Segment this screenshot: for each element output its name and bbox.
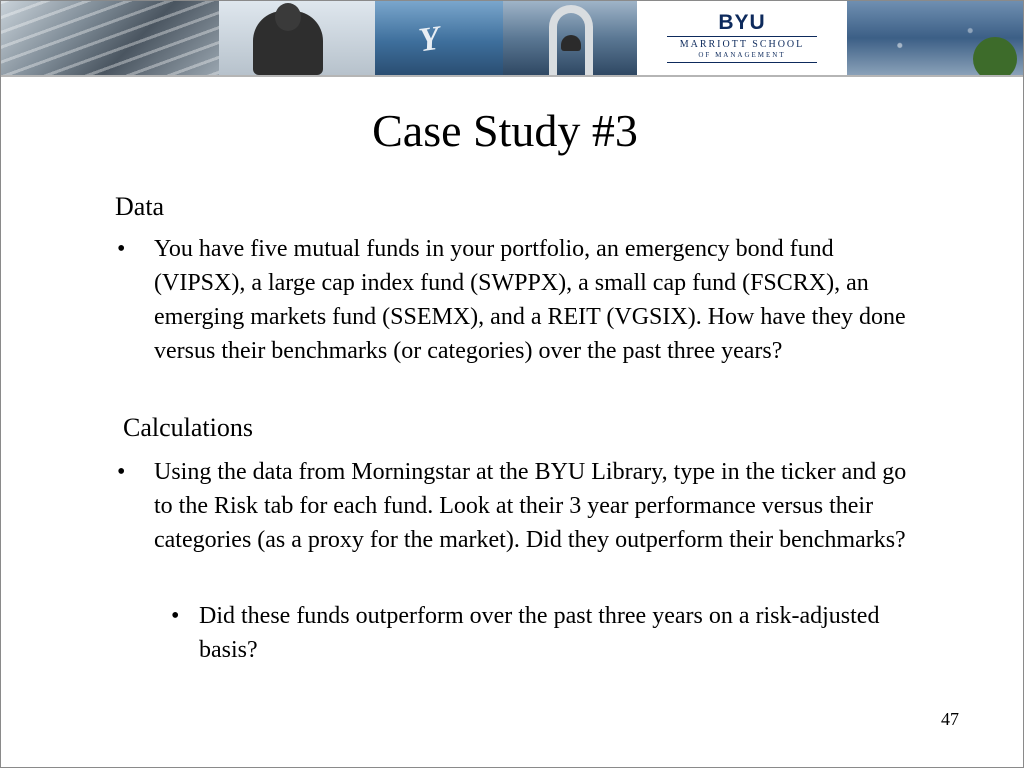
sub-bullet-text: Did these funds outperform over the past three years on a risk-adjusted basis? <box>199 603 880 663</box>
statue-head <box>275 3 301 31</box>
banner-divider <box>1 75 1023 77</box>
bullet-calculations-1 <box>117 455 917 557</box>
bullet-data-1 <box>117 232 917 368</box>
bullet-marker: • <box>117 236 126 262</box>
section-heading-calculations: Calculations <box>123 413 253 442</box>
logo-rule-bottom <box>667 62 817 63</box>
banner-photo-statue <box>219 1 375 75</box>
banner-photo-building <box>1 1 219 75</box>
logo-brand: BYU <box>718 10 766 34</box>
tree-icon <box>973 37 1017 75</box>
page-number: 47 <box>941 709 959 729</box>
logo-rule-top <box>667 36 817 37</box>
sub-bullet-marker: • <box>171 603 180 629</box>
banner-photo-mountain <box>375 1 503 75</box>
y-mountain-icon: Y <box>416 19 443 60</box>
bell-icon <box>561 35 581 51</box>
banner-photo-campus <box>847 1 1023 75</box>
banner-photo-bell-tower <box>503 1 637 75</box>
byu-logo <box>637 1 847 75</box>
bullet-text: Using the data from Morningstar at the BYU Library, type in the ticker and go to the Risk tab for each fund. Look at their 3 year performance versus their categories (as a proxy for the market). Did they outperform their benchmarks? <box>154 459 907 553</box>
slide-title <box>1 101 1005 161</box>
header-banner <box>1 1 1023 75</box>
logo-department: OF MANAGEMENT <box>698 50 786 59</box>
bullet-marker: • <box>117 459 126 485</box>
section-heading-data: Data <box>115 192 165 221</box>
bullet-text: You have five mutual funds in your portfolio, an emergency bond fund (VIPSX), a large cap index fund (SWPPX), a small cap fund (FSCRX), an emerging markets fund (SSEMX), and a REIT (VGSIX). How have they done versus their benchmarks (or categories) over the past three years? <box>154 236 906 364</box>
sub-bullet-calculations-1 <box>171 599 921 667</box>
slide-title-text: Case Study #3 <box>372 105 638 156</box>
logo-school: MARRIOTT SCHOOL <box>679 38 805 50</box>
